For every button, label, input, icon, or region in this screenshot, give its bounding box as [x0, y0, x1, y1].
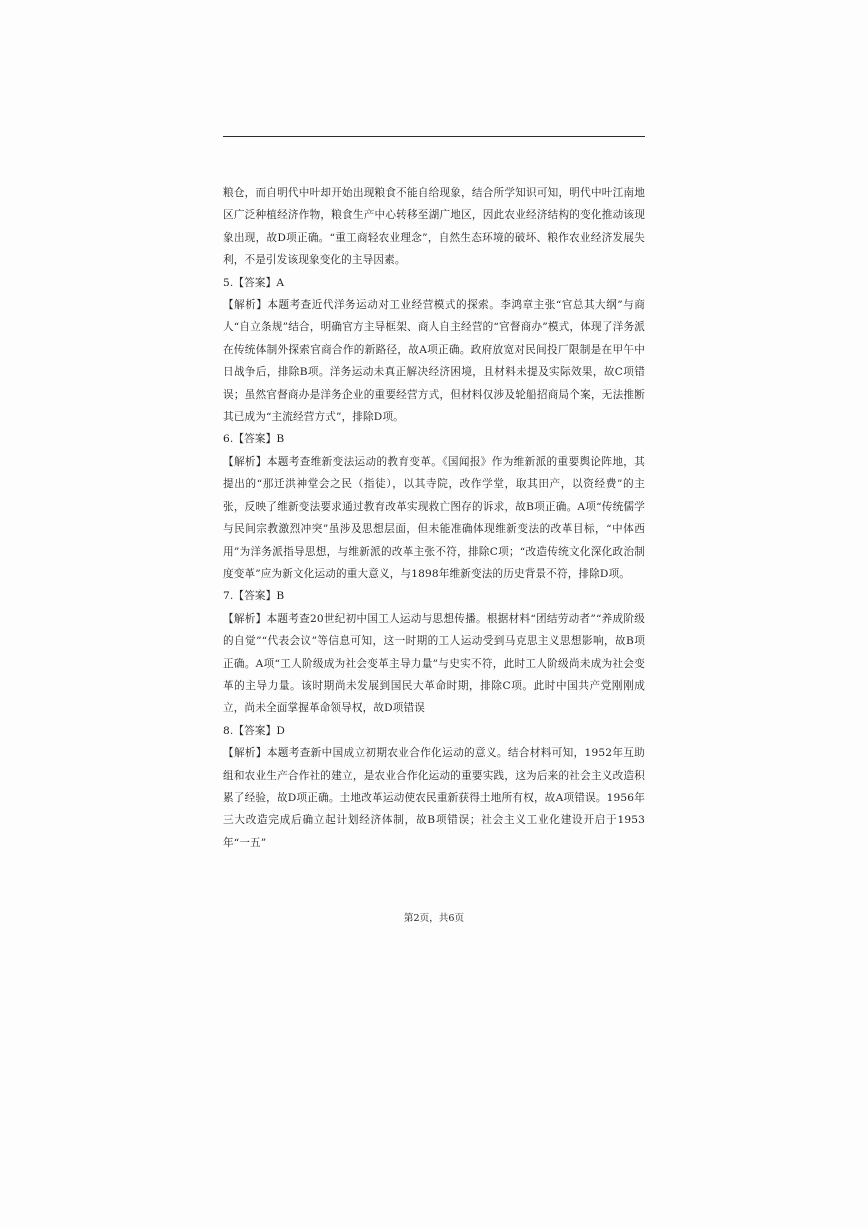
- analysis-q6: 【解析】本题考查维新变法运动的教育变革。《国闻报》作为维新派的重要舆论阵地，其提出的“那迁洪神堂会之民（指徒），以其寺院，改作学堂，取其田产，以资经费”的主张，反映了维新变法要求通过教育改革实现救亡图存的诉求，故B项正确。A项“传统儒学与民间宗教激烈冲突”虽涉及思想层面，但未能准确体现维新变法的改革目标，“中体西用”为洋务派指导思想，与维新派的改革主张不符，排除C项；“改造传统文化深化政治制度变革”应为新文化运动的重大意义，与1898年维新变法的历史背景不符，排除D项。: [223, 455, 645, 580]
- analysis-q8: 【解析】本题考查新中国成立初期农业合作化运动的意义。结合材料可知，1952年互助组和农业生产合作社的建立，是农业合作化运动的重要实践，这为后来的社会主义改造积累了经验，故D项正确。土地改革运动使农民重新获得土地所有权，故A项错误。1956年三大改造完成后确立起计划经济体制，故B项错误；社会主义工业化建设开启于1953年“一五”: [223, 747, 645, 849]
- analysis-q5: 【解析】本题考查近代洋务运动对工业经营模式的探索。李鸿章主张“官总其大纲”与商人“自立条规”结合，明确官方主导框架、商人自主经营的“官督商办”模式，体现了洋务派在传统体制外探索官商合作的新路径，故A项正确。政府放宽对民间投厂限制是在甲午中日战争后，排除B项。洋务运动未真正解决经济困境，且材料未提及实际效果，故C项错误；虽然官督商办是洋务企业的重要经营方式，但材料仅涉及轮船招商局个案，无法推断其已成为“主流经营方式”，排除D项。: [223, 299, 645, 424]
- answer-q5: 5.【答案】A: [223, 276, 285, 289]
- analysis-q7: 【解析】本题考查20世纪初中国工人运动与思想传播。根据材料“团结劳动者”“养成阶级的自觉”“代表会议”等信息可知，这一时期的工人运动受到马克思主义思想影响，故B项正确。A项“工人阶级成为社会变革主导力量”与史实不符，此时工人阶级尚未成为社会变革的主导力量。该时期尚未发展到国民大革命时期，排除C项。此时中国共产党刚刚成立，尚未全面掌握革命领导权，故D项错误: [223, 612, 645, 715]
- document-body: [223, 182, 645, 854]
- paragraph-q4-analysis-cont: 粮仓，而自明代中叶却开始出现粮食不能自给现象，结合所学知识可知，明代中叶江南地区广泛种植经济作物，粮食生产中心转移至湖广地区，因此农业经济结构的变化推动该现象出现，故D项正确。“重工商轻农业理念”，自然生态环境的破坏、粮作农业经济发展失利，不是引发该现象变化的主导因素。: [223, 187, 645, 267]
- page-number: 第2页，共6页: [403, 913, 465, 924]
- answer-q8: 8.【答案】D: [223, 724, 286, 737]
- answer-q7: 7.【答案】B: [223, 590, 285, 603]
- header-divider: [223, 136, 645, 137]
- answer-q6: 6.【答案】B: [223, 433, 285, 446]
